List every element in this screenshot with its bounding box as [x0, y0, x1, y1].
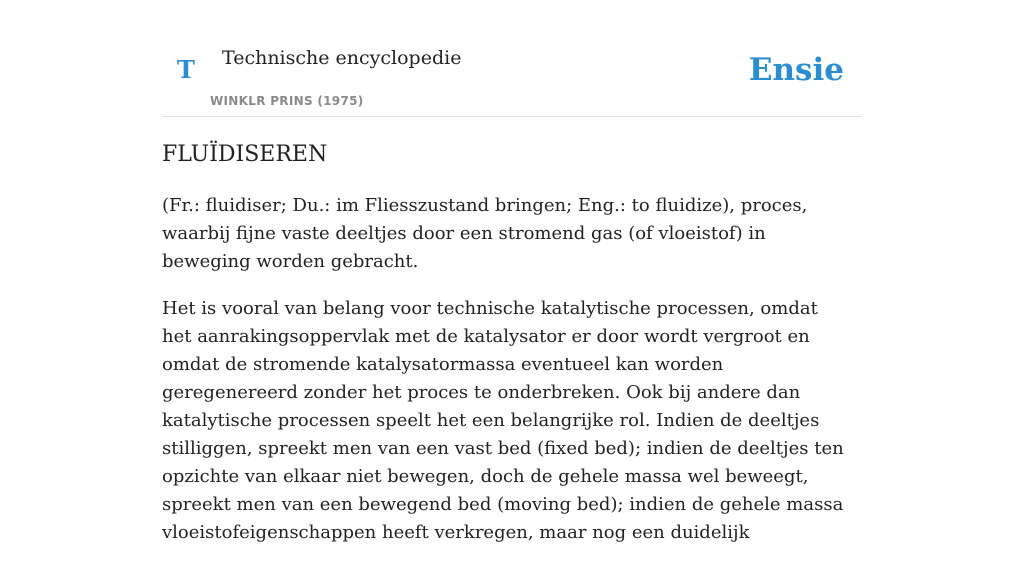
source-header: [162, 0, 862, 117]
brand-logo[interactable]: Ensie: [748, 52, 844, 88]
entry-title: FLUÏDISEREN: [162, 142, 328, 167]
source-title[interactable]: Technische encyclopedie: [222, 47, 462, 69]
source-subtitle: WINKLR PRINS (1975): [210, 94, 364, 108]
paragraph: (Fr.: fluidiser; Du.: im Fliesszustand bringen; Eng.: to fluidize), proces, waarbij fijne vaste deeltjes door een stromend gas (of vloeistof) in beweging worden gebracht.: [162, 195, 808, 272]
entry-body: [162, 192, 852, 566]
paragraph: Het is vooral van belang voor technische katalytische processen, omdat het aanrakingsoppervlak met de katalysator er door wordt vergroot en omdat de stromende katalysatormassa eventueel kan worden geregenereerd zonder het proces te onderbreken. Ook bij andere dan katalytische processen speelt het een belangrijke rol. Indien de deeltjes stilliggen, spreekt men van een vast bed (fixed bed); indien de deeltjes ten opzichte van elkaar niet bewegen, doch de gehele massa wel beweegt, spreekt men van een bewegend bed (moving bed); indien de gehele massa vloeistofeigenschappen heeft verkregen, maar nog een duidelijk: [162, 298, 844, 543]
source-logo[interactable]: T: [177, 55, 195, 84]
